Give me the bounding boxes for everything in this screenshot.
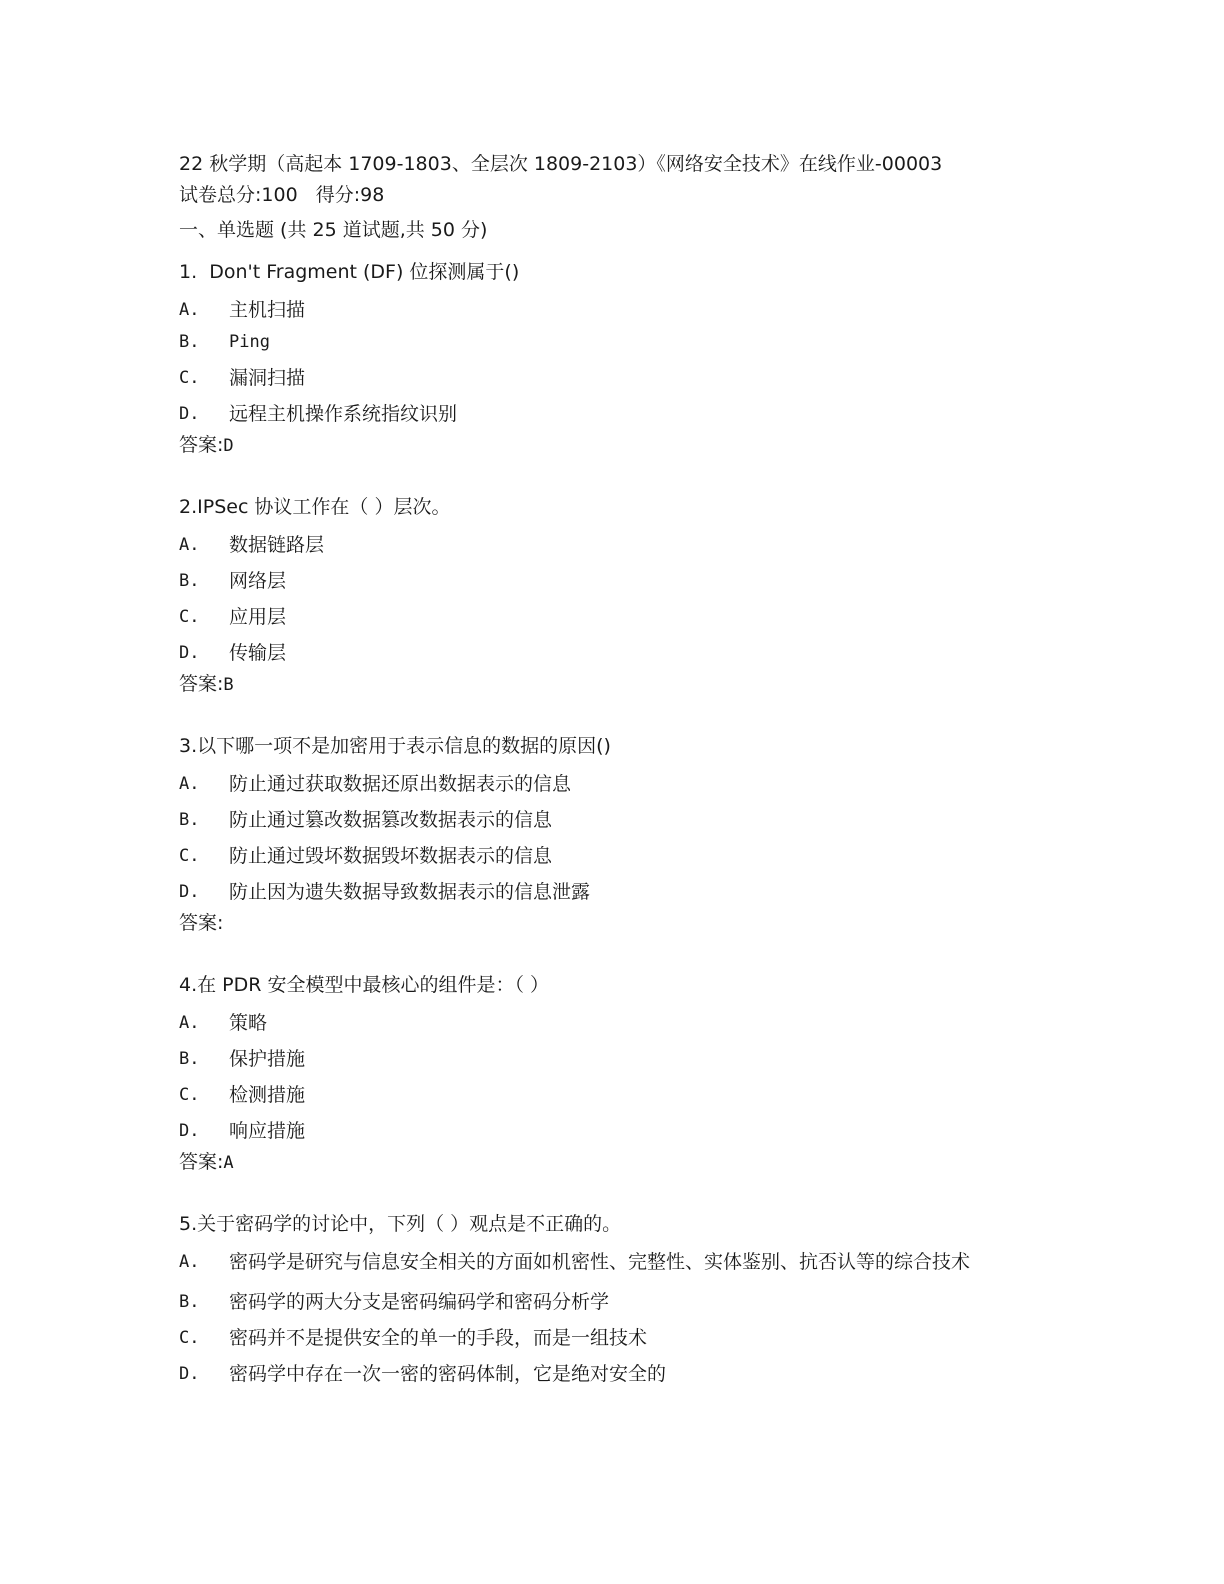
option-d: [179, 1115, 1039, 1147]
option-b: [179, 1043, 1039, 1075]
answer-value: B: [223, 675, 234, 695]
option-a: [179, 529, 1039, 561]
option-text: 主机扫描: [229, 299, 306, 321]
question-1: [179, 254, 1039, 461]
answer-label: 答案:: [179, 1151, 224, 1173]
option-letter: D.: [179, 1121, 200, 1141]
option-text: 应用层: [229, 606, 287, 628]
option-c: [179, 362, 1039, 394]
option-letter: C.: [179, 607, 200, 627]
option-letter: B.: [179, 571, 200, 591]
option-c: [179, 840, 1039, 872]
option-letter: C.: [179, 1085, 200, 1105]
answer-label: 答案:: [179, 912, 224, 934]
question-stem: 2.IPSec 协议工作在（ ）层次。: [179, 496, 451, 518]
option-letter: B.: [179, 1049, 200, 1069]
option-text: 密码学是研究与信息安全相关的方面如机密性、完整性、实体鉴别、抗否认等的综合技术: [229, 1251, 971, 1273]
option-letter: B.: [179, 1292, 200, 1312]
question-5: [179, 1206, 1039, 1390]
question-4: [179, 967, 1039, 1178]
question-3: [179, 728, 1039, 939]
option-letter: D.: [179, 882, 200, 902]
question-stem: 5.关于密码学的讨论中，下列（ ）观点是不正确的。: [179, 1213, 622, 1235]
option-a: [179, 1007, 1039, 1039]
option-text: 密码学的两大分支是密码编码学和密码分析学: [229, 1291, 610, 1313]
option-letter: A.: [179, 1013, 200, 1033]
option-text: 漏洞扫描: [229, 367, 306, 389]
option-text: 传输层: [229, 642, 287, 664]
option-text: 防止通过获取数据还原出数据表示的信息: [229, 773, 572, 795]
option-text: 密码并不是提供安全的单一的手段，而是一组技术: [229, 1327, 648, 1349]
option-letter: D.: [179, 643, 200, 663]
option-a: [179, 768, 1039, 800]
option-b: [179, 326, 1039, 358]
option-text: 密码学中存在一次一密的密码体制，它是绝对安全的: [229, 1363, 667, 1385]
option-text: 响应措施: [229, 1120, 306, 1142]
exam-document: [179, 148, 1039, 1390]
option-d: [179, 1358, 1039, 1390]
answer-line: [179, 669, 1039, 700]
question-stem: 3.以下哪一项不是加密用于表示信息的数据的原因(): [179, 735, 611, 757]
answer-value: A: [223, 1153, 234, 1173]
option-a: [179, 294, 1039, 326]
score-summary: 试卷总分:100 得分:98: [179, 184, 385, 206]
option-text: 网络层: [229, 570, 287, 592]
question-stem: 1. Don't Fragment (DF) 位探测属于(): [179, 261, 520, 283]
answer-line: [179, 430, 1039, 461]
option-d: [179, 398, 1039, 430]
option-text: 防止通过毁坏数据毁坏数据表示的信息: [229, 845, 553, 867]
option-text: 防止因为遗失数据导致数据表示的信息泄露: [229, 881, 591, 903]
option-d: [179, 637, 1039, 669]
answer-label: 答案:: [179, 673, 224, 695]
question-stem: 4.在 PDR 安全模型中最核心的组件是：（ ）: [179, 974, 550, 996]
option-letter: D.: [179, 1364, 200, 1384]
option-letter: A.: [179, 1252, 200, 1272]
option-text: 远程主机操作系统指纹识别: [229, 403, 458, 425]
question-2: [179, 489, 1039, 700]
option-a: [179, 1246, 1039, 1278]
option-letter: C.: [179, 1328, 200, 1348]
option-text: 防止通过篡改数据篡改数据表示的信息: [229, 809, 553, 831]
answer-line: [179, 1147, 1039, 1178]
answer-value: D: [223, 436, 234, 456]
option-letter: B.: [179, 810, 200, 830]
answer-line: [179, 908, 1039, 939]
option-b: [179, 804, 1039, 836]
option-text: Ping: [229, 332, 270, 352]
option-text: 数据链路层: [229, 534, 325, 556]
option-text: 检测措施: [229, 1084, 306, 1106]
option-letter: A.: [179, 535, 200, 555]
option-d: [179, 876, 1039, 908]
option-letter: B.: [179, 332, 200, 352]
option-b: [179, 565, 1039, 597]
option-letter: A.: [179, 774, 200, 794]
option-c: [179, 601, 1039, 633]
option-text: 策略: [229, 1012, 268, 1034]
option-text: 保护措施: [229, 1048, 306, 1070]
option-letter: A.: [179, 300, 200, 320]
exam-title: 22 秋学期（高起本 1709-1803、全层次 1809-2103）《网络安全技术》在线作业-00003: [179, 153, 943, 175]
option-b: [179, 1286, 1039, 1318]
option-letter: C.: [179, 368, 200, 388]
option-letter: D.: [179, 404, 200, 424]
answer-label: 答案:: [179, 434, 224, 456]
option-letter: C.: [179, 846, 200, 866]
option-c: [179, 1079, 1039, 1111]
option-c: [179, 1322, 1039, 1354]
section-title: 一、单选题 (共 25 道试题,共 50 分): [179, 219, 488, 241]
